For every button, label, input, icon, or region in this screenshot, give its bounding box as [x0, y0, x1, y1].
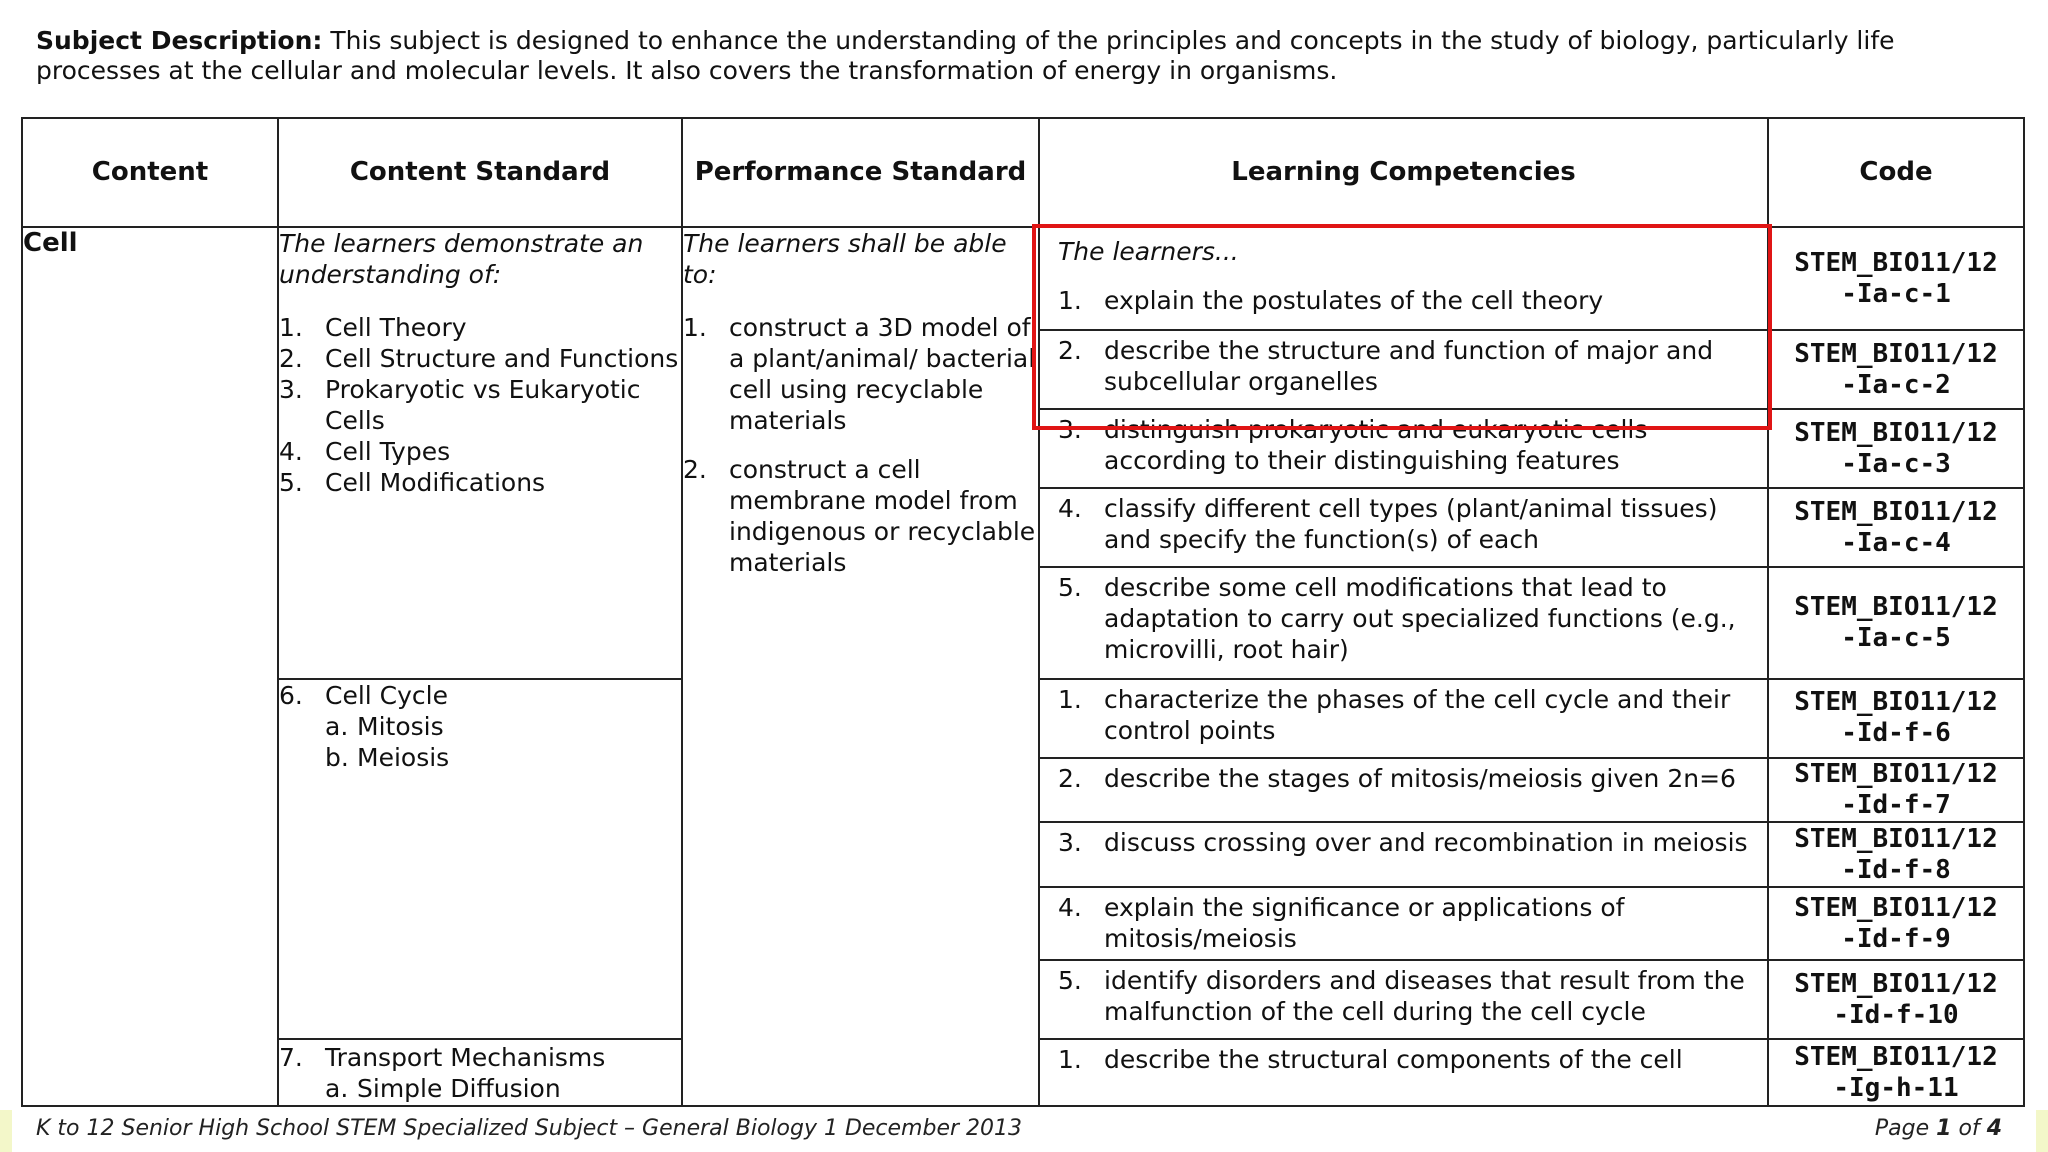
subject-description-text: This subject is designed to enhance the understanding of the principles and concepts in the study of biology, particularly life processes at the cellular and molecular levels. It also covers the transformation of energy in organisms.	[36, 26, 1895, 85]
content-standard-cell-1	[278, 227, 682, 679]
performance-standard-intro: The learners shall be able to:	[683, 229, 1007, 289]
competency-row: 1. describe the structural components of the cell	[1039, 1039, 1768, 1106]
content-standard-cell-2	[278, 679, 682, 1039]
competency-row: 1. characterize the phases of the cell cycle and their control points	[1039, 679, 1768, 758]
list-subitem: a. Simple Diffusion	[325, 1074, 561, 1104]
competency-row: 2. describe the stages of mitosis/meiosis given 2n=6	[1039, 758, 1768, 823]
competency-row: 4. explain the significance or applications of mitosis/meiosis	[1039, 887, 1768, 960]
code-cell: STEM_BIO11/12 -Id-f-9	[1768, 887, 2024, 960]
list-item: 2. Cell Structure and Functions	[279, 344, 679, 373]
edge-marker-right	[2036, 1110, 2048, 1152]
list-subitem: a. Mitosis	[325, 711, 444, 741]
header-content-standard: Content Standard	[278, 118, 682, 227]
competency-row: 4. classify different cell types (plant/animal tissues) and specify the function(s) of each	[1039, 488, 1768, 567]
header-performance-standard: Performance Standard	[682, 118, 1039, 227]
list-item: 2. construct a cell membrane model from indigenous or recyclable materials	[683, 455, 1036, 577]
code-cell: STEM_BIO11/12 -Ig-h-11	[1768, 1039, 2024, 1106]
list-item: 6. Cell Cycle	[279, 680, 448, 710]
curriculum-table	[21, 117, 2025, 1107]
header-row	[22, 118, 2024, 227]
content-standard-list	[279, 312, 681, 498]
header-content: Content	[22, 118, 278, 227]
page-indicator: Page 1 of 4	[1874, 1116, 2002, 1141]
code-cell: STEM_BIO11/12 -Ia-c-4	[1768, 488, 2024, 567]
subject-description	[36, 26, 2026, 86]
competency-row: 5. identify disorders and diseases that result from the malfunction of the cell during the cell cycle	[1039, 960, 1768, 1039]
list-item: 1. construct a 3D model of a plant/animal/ bacterial cell using recyclable materials	[683, 313, 1036, 435]
competency-row: 5. describe some cell modifications that lead to adaptation to carry out specialized functions (e.g., microvilli, root hair)	[1039, 567, 1768, 678]
list-subitem: b. Meiosis	[325, 742, 450, 772]
code-cell: STEM_BIO11/12 -Id-f-7	[1768, 758, 2024, 823]
performance-standard-list	[683, 312, 1038, 578]
list-item: 5. Cell Modifications	[279, 468, 546, 497]
code-cell: STEM_BIO11/12 -Ia-c-5	[1768, 567, 2024, 678]
content-cell: Cell	[22, 227, 278, 1106]
subject-description-label: Subject Description:	[36, 26, 323, 55]
list-item: 7. Transport Mechanisms	[279, 1043, 606, 1073]
code-cell: STEM_BIO11/12 -Ia-c-3	[1768, 409, 2024, 488]
footer-title: K to 12 Senior High School STEM Specialized Subject – General Biology 1 December 2013	[36, 1116, 1023, 1141]
list-item: 4. Cell Types	[279, 437, 451, 466]
code-cell: STEM_BIO11/12 -Ia-c-1	[1768, 227, 2024, 330]
code-cell: STEM_BIO11/12 -Id-f-6	[1768, 679, 2024, 758]
competency-row: 3. distinguish prokaryotic and eukaryotic cells according to their distinguishing features	[1039, 409, 1768, 488]
code-cell: STEM_BIO11/12 -Id-f-8	[1768, 822, 2024, 887]
competency-row: 3. discuss crossing over and recombination in meiosis	[1039, 822, 1768, 887]
code-cell: STEM_BIO11/12 -Ia-c-2	[1768, 330, 2024, 409]
content-standard-intro: The learners demonstrate an understanding of:	[279, 229, 644, 289]
edge-marker-left	[0, 1110, 12, 1152]
header-code: Code	[1768, 118, 2024, 227]
code-cell: STEM_BIO11/12 -Id-f-10	[1768, 960, 2024, 1039]
performance-standard-cell	[682, 227, 1039, 1106]
list-item: 3. Prokaryotic vs Eukaryotic Cells	[279, 375, 641, 435]
competency-row: 2. describe the structure and function of major and subcellular organelles	[1039, 330, 1768, 409]
list-item: 1. Cell Theory	[279, 313, 467, 342]
competencies-intro: The learners...	[1039, 227, 1768, 272]
header-learning-competencies: Learning Competencies	[1039, 118, 1768, 227]
competency-row: 1. explain the postulates of the cell theory	[1039, 272, 1768, 331]
content-standard-cell-3	[278, 1039, 682, 1106]
